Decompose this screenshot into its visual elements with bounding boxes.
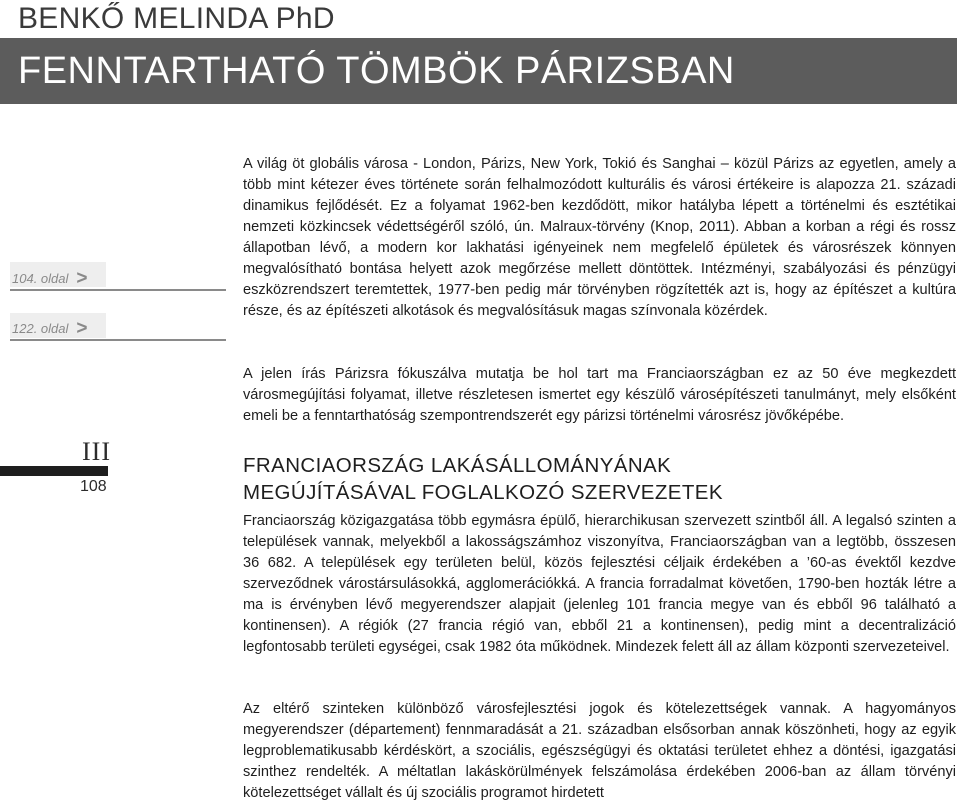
page-number: 108: [80, 478, 107, 495]
divider: [10, 289, 226, 291]
page-reference-link[interactable]: [12, 318, 226, 340]
page-reference-label: 122. oldal: [12, 321, 69, 336]
aim-paragraph: A jelen írás Párizsra fókuszálva mutatja be hol tart ma Franciaországban ez az 50 éve megkezdett városmegújítási folyamat, illetve részletesen ismertet egy készülő városépítészeti tanulmányt, mely elsőként emeli be a fenntarthatóság szempontrendszerét egy párizsi történelmi városrész jövőképébe.: [243, 366, 956, 424]
section-paragraph-block: [243, 699, 956, 804]
article-title: FENNTARTHATÓ TÖMBÖK PÁRIZSBAN: [18, 50, 735, 92]
page-reference-link[interactable]: [12, 268, 226, 290]
chapter-number: III: [82, 437, 111, 466]
section-heading-line: MEGÚJÍTÁSÁVAL FOGLALKOZÓ SZERVEZETEK: [243, 481, 723, 504]
section-heading-line: FRANCIAORSZÁG LAKÁSÁLLOMÁNYÁNAK: [243, 454, 672, 477]
page-marker-bar: [0, 466, 108, 476]
chevron-right-icon: >: [76, 318, 88, 339]
intro-paragraph-block: [243, 154, 956, 322]
section-heading: [243, 452, 956, 506]
aim-paragraph-block: [243, 364, 956, 427]
page-reference-label: 104. oldal: [12, 271, 69, 286]
section-paragraph-block: [243, 511, 956, 658]
intro-paragraph: A világ öt globális városa - London, Párizs, New York, Tokió és Sanghai – közül Párizs az egyetlen, amely a több mint kétezer éves története során felhalmozódott kulturális és városi értékeire is alapozza 21. századi dinamikus fejlődését. Ez a folyamat 1962-ben kezdődött, mikor hatályba lépett a történelmi és esztétikai nemzeti közkincsek védettségéről szóló, ún. Malraux-törvény (Knop, 2011). Abban a korban a régi és rossz állapotban lévő, a modern kor lakhatási igényeinek nem megfelelő épületek és városrészek könnyen megvalósítható bontása helyett azok megőrzése mellett döntöttek. Intézményi, szabályozási és pénzügyi eszközrendszert teremtettek, 1977-ben pedig már törvényben rögzítették azt is, hogy az építészet a kultúra része, és az építészeti alkotások és megvalósításuk magas színvonala közérdek.: [243, 156, 956, 319]
section-paragraph: Franciaország közigazgatása több egymásra épülő, hierarchikusan szervezett szintből áll. A legalsó szinten a települések vannak, melyekből a lakosságszámhoz viszonyítva, Franciaországban van a legtöbb, összesen 36 682. A települések egy területen belül, közös fejlesztési céljaik érdekében a ’60-as évektől kezdve szerveződnek várostársulásokká, agglomerációkká. A francia forradalmat követően, 1790-ben hozták létre a ma is érvényben lévő megyerendszer alapjait (jelenleg 101 francia megye van és ebből 96 található a kontinensen). A régiók (27 francia régió van, ebből 21 a kontinensen), pedig mint a decentralizáció legfontosabb területi egységei, csak 1982 óta működnek. Mindezek felett áll az állam központi szervezeteivel.: [243, 513, 956, 655]
section-paragraph: Az eltérő szinteken különböző városfejlesztési jogok és kötelezettségek vannak. A hagyományos megyerendszer (département) fennmaradását a 21. században elsősorban annak köszönheti, hogy az egyik legproblematikusabb kérdéskört, a szociális, egészségügyi és oktatási területet ehhez a döntési, igazgatási szinthez rendelték. A méltatlan lakáskörülmények felszámolása érdekében 2006-ban az állam törvényi kötelezettséget vállalt és új szociális programot hirdetett: [243, 701, 956, 801]
chevron-right-icon: >: [76, 268, 88, 289]
author-name: BENKŐ MELINDA PhD: [18, 2, 335, 35]
divider: [10, 339, 226, 341]
